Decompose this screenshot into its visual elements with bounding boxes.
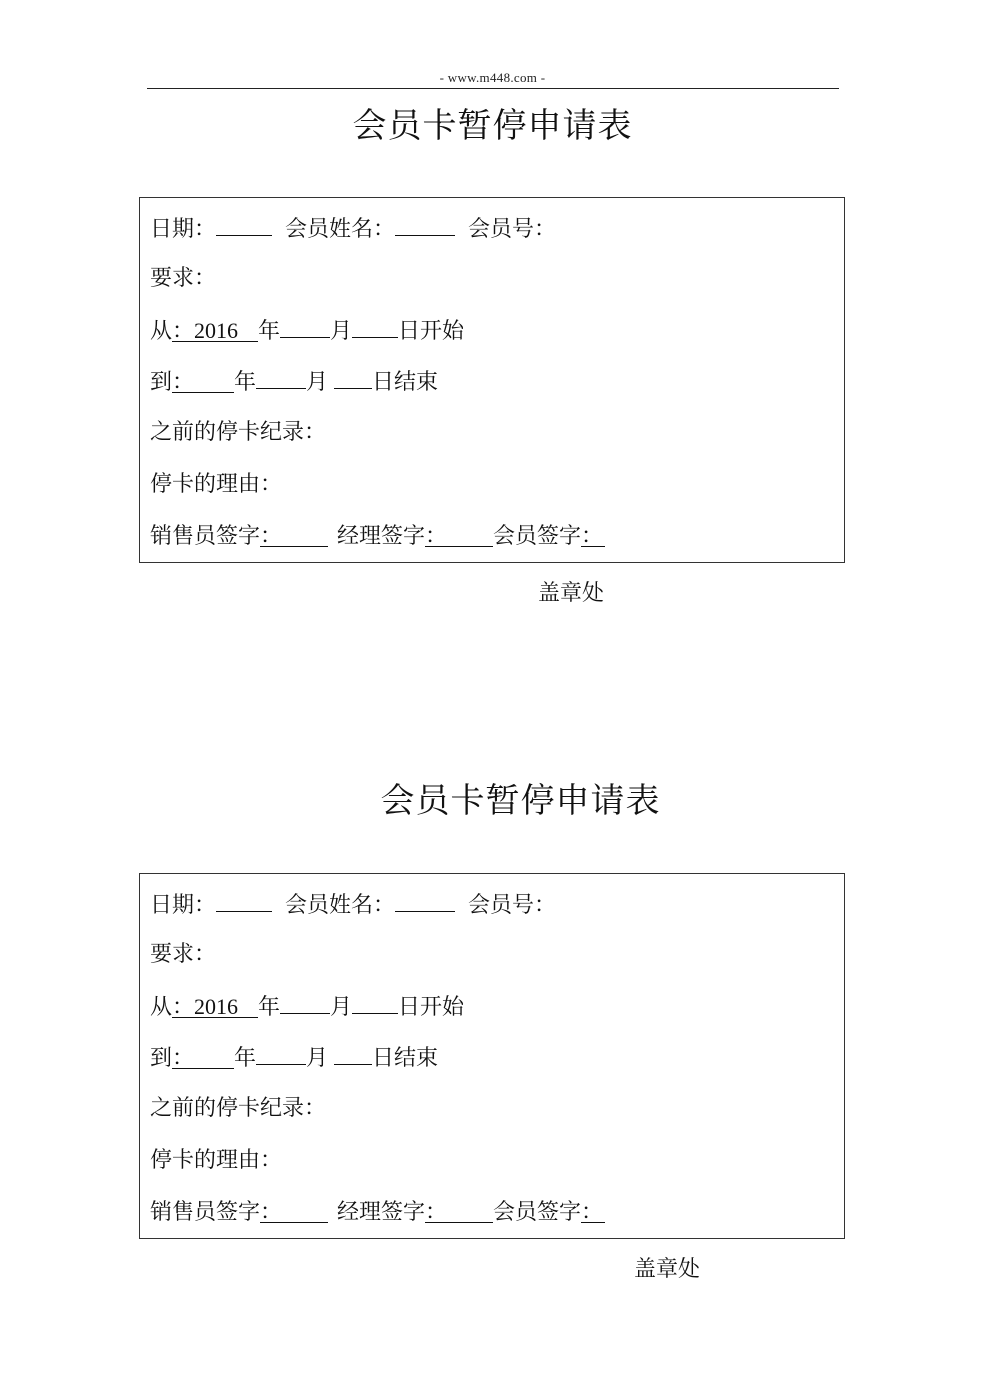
member-name-field[interactable] xyxy=(395,213,455,236)
member-number-label: 会员号： xyxy=(468,893,557,918)
member-signature-field[interactable]: ： xyxy=(581,1199,604,1224)
previous-record-label: 之前的停卡纪录： xyxy=(150,420,327,445)
start-suffix: 日开始 xyxy=(398,995,465,1020)
date-field[interactable] xyxy=(216,213,272,236)
member-signature-label: 会员签字 xyxy=(493,1200,582,1225)
date-label: 日期： xyxy=(150,217,217,242)
signature-row xyxy=(150,1198,605,1228)
end-suffix: 日结束 xyxy=(372,370,439,395)
header-divider xyxy=(147,88,839,89)
to-month-field[interactable] xyxy=(256,1042,306,1065)
sales-signature-label: 销售员签字 xyxy=(150,1200,261,1225)
date-label: 日期： xyxy=(150,893,217,918)
manager-signature-field[interactable]: ： xyxy=(425,524,493,547)
seal-area-label: 盖章处 xyxy=(538,581,605,606)
from-month-field[interactable] xyxy=(280,991,330,1014)
reason-label: 停卡的理由： xyxy=(150,472,283,497)
from-date-row xyxy=(150,991,464,1021)
previous-record-label: 之前的停卡纪录： xyxy=(150,1096,327,1121)
manager-signature-field[interactable]: ： xyxy=(425,1200,493,1223)
year-label: 年 xyxy=(258,319,281,344)
form-title: 会员卡暂停申请表 xyxy=(352,106,633,146)
site-header-url: - www.m448.com - xyxy=(439,70,546,85)
sales-signature-label: 销售员签字 xyxy=(150,524,261,549)
start-suffix: 日开始 xyxy=(398,319,465,344)
from-date-row xyxy=(150,315,464,345)
to-year-field[interactable]: ： xyxy=(172,370,234,393)
from-label: 从 xyxy=(150,995,173,1020)
request-label: 要求： xyxy=(150,942,217,967)
to-day-field[interactable] xyxy=(334,1042,372,1065)
sales-signature-field[interactable]: ： xyxy=(260,524,328,547)
membership-suspension-form xyxy=(139,873,845,1239)
signature-row xyxy=(150,522,605,552)
to-label: 到 xyxy=(150,370,173,395)
member-number-label: 会员号： xyxy=(468,217,557,242)
request-row xyxy=(150,264,216,294)
member-name-label: 会员姓名： xyxy=(285,893,396,918)
date-name-row xyxy=(150,213,556,243)
from-month-field[interactable] xyxy=(280,315,330,338)
reason-row xyxy=(150,470,282,500)
previous-record-row xyxy=(150,1094,326,1124)
seal-area-label: 盖章处 xyxy=(634,1257,701,1282)
year-label: 年 xyxy=(234,370,257,395)
month-label: 月 xyxy=(330,995,353,1020)
request-row xyxy=(150,940,216,970)
end-suffix: 日结束 xyxy=(372,1046,439,1071)
request-label: 要求： xyxy=(150,266,217,291)
from-day-field[interactable] xyxy=(352,315,398,338)
to-date-row xyxy=(150,366,438,396)
from-label: 从 xyxy=(150,319,173,344)
manager-signature-label: 经理签字 xyxy=(337,524,426,549)
from-year-field[interactable]: ：2016 xyxy=(172,995,258,1018)
year-label: 年 xyxy=(258,995,281,1020)
manager-signature-label: 经理签字 xyxy=(337,1200,426,1225)
to-date-row xyxy=(150,1042,438,1072)
month-label: 月 xyxy=(306,1046,329,1071)
date-field[interactable] xyxy=(216,889,272,912)
month-label: 月 xyxy=(306,370,329,395)
to-month-field[interactable] xyxy=(256,366,306,389)
from-day-field[interactable] xyxy=(352,991,398,1014)
member-signature-field[interactable]: ： xyxy=(581,523,604,548)
reason-row xyxy=(150,1146,282,1176)
previous-record-row xyxy=(150,418,326,448)
to-day-field[interactable] xyxy=(334,366,372,389)
membership-suspension-form xyxy=(139,197,845,563)
year-label: 年 xyxy=(234,1046,257,1071)
member-signature-label: 会员签字 xyxy=(493,524,582,549)
date-name-row xyxy=(150,889,556,919)
reason-label: 停卡的理由： xyxy=(150,1148,283,1173)
to-label: 到 xyxy=(150,1046,173,1071)
member-name-field[interactable] xyxy=(395,889,455,912)
month-label: 月 xyxy=(330,319,353,344)
member-name-label: 会员姓名： xyxy=(285,217,396,242)
form-title: 会员卡暂停申请表 xyxy=(380,781,661,821)
sales-signature-field[interactable]: ： xyxy=(260,1200,328,1223)
from-year-field[interactable]: ：2016 xyxy=(172,319,258,342)
to-year-field[interactable]: ： xyxy=(172,1046,234,1069)
